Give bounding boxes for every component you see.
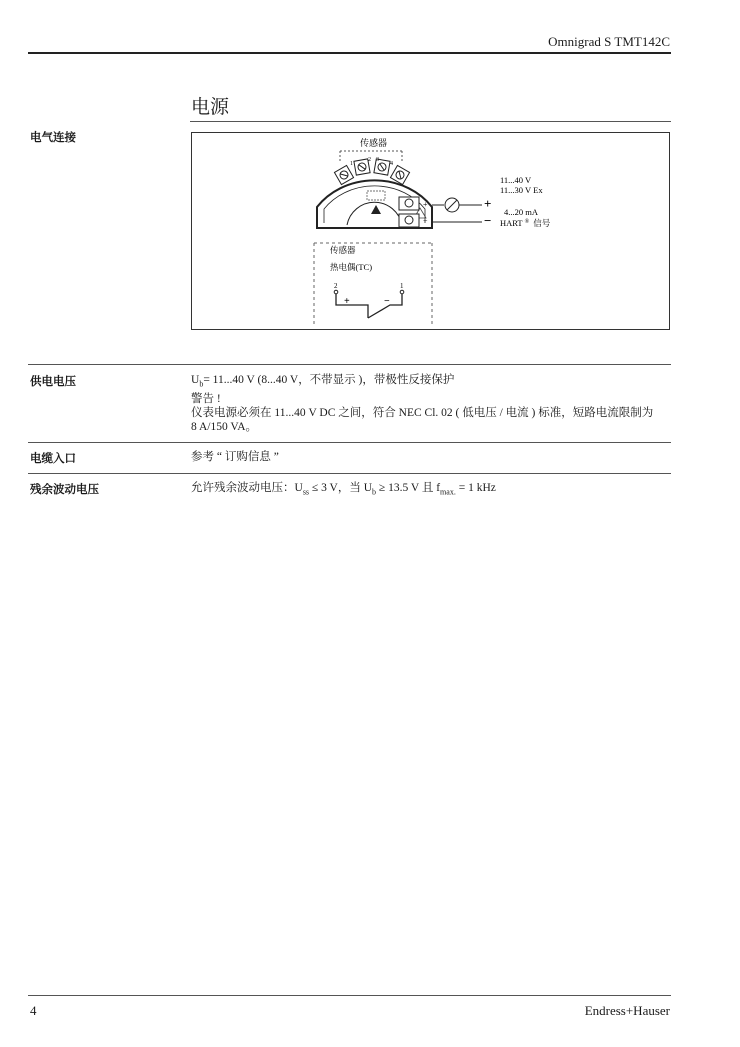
terminal-num-2: 2: [368, 157, 371, 163]
row-rule-ripple: [28, 473, 671, 474]
tc-minus: −: [384, 296, 390, 307]
terminal-num-1: 1: [350, 161, 353, 167]
cable-entry-text: 参考 “ 订购信息 ”: [191, 451, 279, 463]
footer-rule: [28, 995, 671, 996]
hart-registered-mark: ®: [524, 219, 530, 225]
voltage-range-label: 11...40 V: [500, 175, 532, 185]
tc-terminal-1: 1: [400, 282, 404, 290]
thermocouple-label: 热电偶(TC): [330, 262, 373, 272]
row-rule-cable: [28, 442, 671, 443]
terminal-num-3: 3: [376, 157, 379, 163]
header-rule: [28, 52, 671, 54]
supply-plus: +: [484, 196, 492, 211]
electrical-connection-label: 电气连接: [30, 132, 76, 144]
supply-minus: −: [484, 213, 492, 228]
voltage-range-ex-label: 11...30 V Ex: [500, 185, 543, 195]
wiring-diagram-svg: [192, 133, 671, 331]
wiring-diagram: [191, 132, 670, 330]
supply-voltage-label: 供电电压: [30, 376, 76, 388]
tc-terminal-2: 2: [334, 282, 338, 290]
hart-text: HART: [500, 218, 523, 228]
tc-wire-plus: [336, 294, 368, 318]
warning-text-line1: 仪表电源必须在 11...40 V DC 之间，符合 NEC Cl. 02 ( 低电压 / 电流 ) 标准，短路电流限制为: [191, 407, 654, 419]
ripple-text-2: ≤ 3 V，当 U: [309, 482, 373, 494]
document-header-title: Omnigrad S TMT142C: [548, 34, 670, 49]
cable-entry-label: 电缆入口: [30, 453, 76, 465]
warning-text-line2: 8 A/150 VA。: [191, 421, 258, 433]
section-title: 电源: [191, 97, 230, 118]
brand-name: Endress+Hauser: [584, 1003, 670, 1018]
row-rule-supply: [28, 364, 671, 365]
sensor-bottom-label: 传感器: [330, 245, 356, 255]
signal-text: 信号: [533, 218, 551, 228]
terminal-plus-sign: +: [423, 200, 428, 209]
ripple-sub-max: max.: [440, 487, 456, 497]
section-rule: [190, 121, 671, 122]
ripple-voltage-label: 残余波动电压: [30, 484, 99, 496]
ub-symbol: U: [191, 374, 200, 386]
tc-plus: +: [344, 296, 350, 307]
ripple-text-3: ≥ 13.5 V 且 f: [376, 482, 441, 494]
warning-heading: 警告 !: [191, 393, 221, 405]
page-number: 4: [30, 1003, 37, 1018]
ripple-text-4: = 1 kHz: [455, 482, 496, 494]
ripple-text-1: 允许残余波动电压：U: [191, 482, 303, 494]
ub-subscript: b: [199, 379, 204, 389]
ripple-voltage-text: [191, 480, 661, 500]
supply-voltage-line1: [191, 372, 661, 392]
terminal-minus-sign: −: [423, 216, 428, 225]
terminal-num-4: 4: [390, 161, 393, 167]
ripple-sub-b: b: [372, 487, 377, 497]
sensor-top-label: 传感器: [360, 138, 388, 148]
supply-voltage-range: = 11...40 V (8...40 V，不带显示 )，带极性反接保护: [203, 374, 455, 386]
current-label: 4...20 mA: [504, 207, 538, 217]
ripple-sub-ss: ss: [302, 487, 310, 497]
